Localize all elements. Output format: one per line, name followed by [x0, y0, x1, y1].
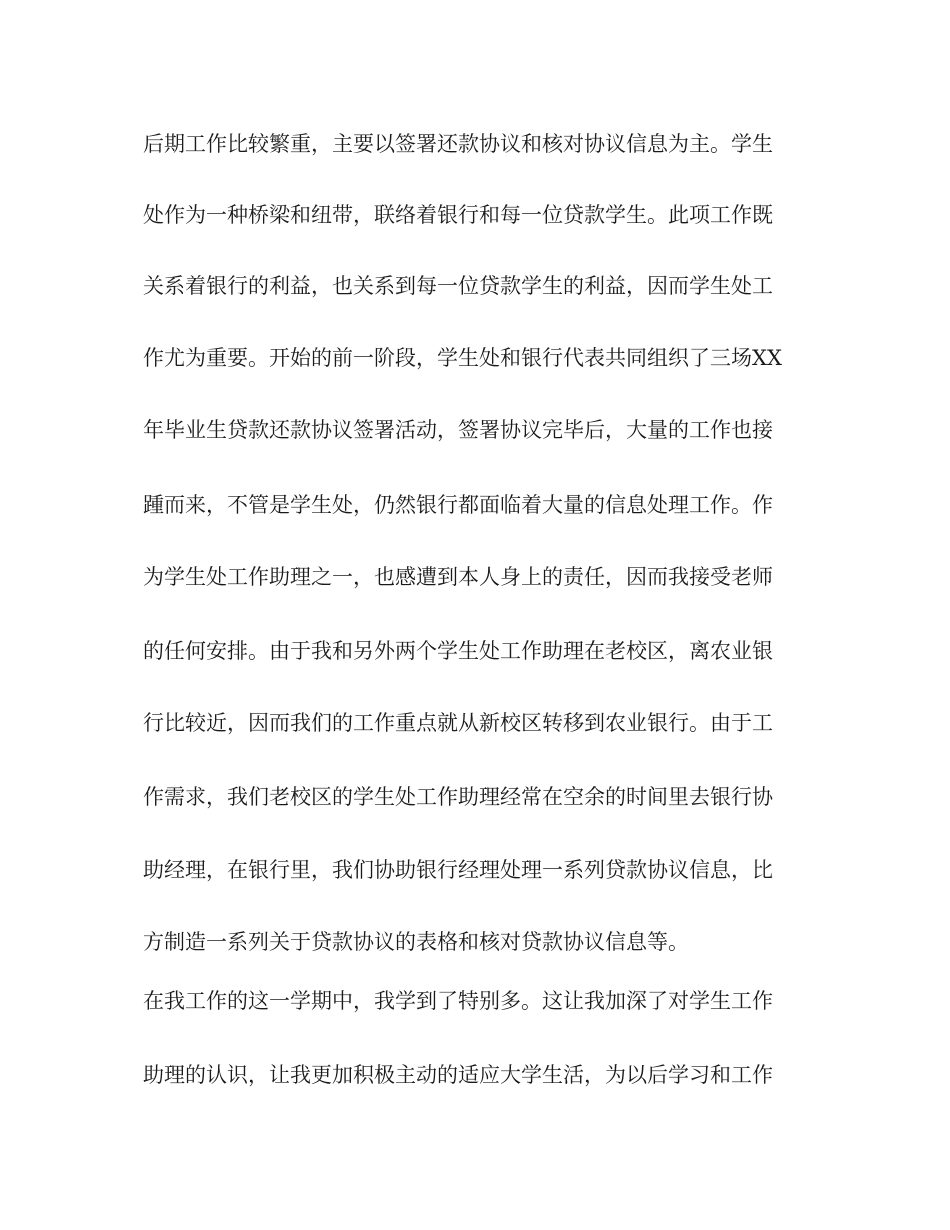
paragraph-line: 作尤为重要。开始的前一阶段，学生处和银行代表共同组织了三场XX: [143, 346, 782, 370]
paragraph-line: 年毕业生贷款还款协议签署活动，签署协议完毕后，大量的工作也接: [143, 418, 773, 442]
paragraph-line: 助经理，在银行里，我们协助银行经理处理一系列贷款协议信息，比: [143, 858, 773, 882]
paragraph-line: 关系着银行的利益，也关系到每一位贷款学生的利益，因而学生处工: [143, 274, 773, 298]
paragraph-line: 作需求，我们老校区的学生处工作助理经常在空余的时间里去银行协: [143, 785, 773, 809]
paragraph-line: 的任何安排。由于我和另外两个学生处工作助理在老校区，离农业银: [143, 639, 773, 663]
paragraph-line: 踵而来，不管是学生处，仍然银行都面临着大量的信息处理工作。作: [143, 493, 773, 517]
paragraph-line: 助理的认识，让我更加积极主动的适应大学生活，为以后学习和工作: [143, 1063, 773, 1087]
paragraph-line: 后期工作比较繁重，主要以签署还款协议和核对协议信息为主。学生: [143, 132, 773, 156]
paragraph-line: 在我工作的这一学期中，我学到了特别多。这让我加深了对学生工作: [143, 989, 773, 1013]
paragraph-line: 处作为一种桥梁和纽带，联络着银行和每一位贷款学生。此项工作既: [143, 203, 773, 227]
paragraph-line: 行比较近，因而我们的工作重点就从新校区转移到农业银行。由于工: [143, 711, 773, 735]
paragraph-line: 方制造一系列关于贷款协议的表格和核对贷款协议信息等。: [143, 930, 689, 954]
paragraph-line: 为学生处工作助理之一，也感遭到本人身上的责任，因而我接受老师: [143, 565, 773, 589]
